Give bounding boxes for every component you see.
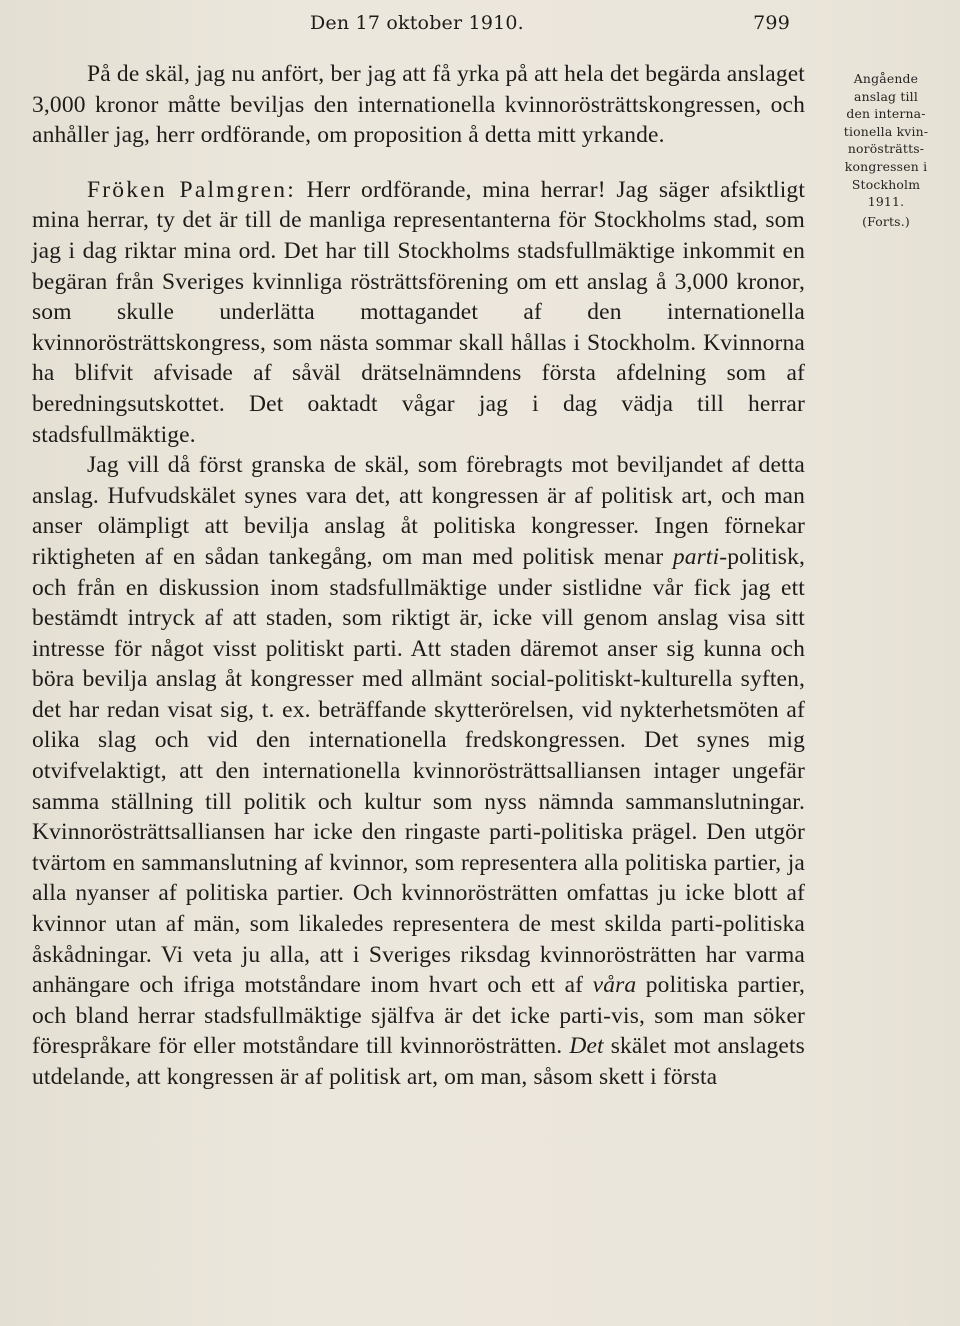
paragraph-3 — [32, 450, 805, 1092]
margin-note-line: Angående — [853, 71, 919, 86]
paragraph-3-text-a: Jag vill då först granska de skäl, som förebragts mot beviljandet af detta anslag. Hufvudskälet synes vara det, att kongressen är af politisk art, och man anser olämpligt att bevilja anslag åt politiska kongresser. Ingen förnekar riktigheten af en sådan tankegång, om man med politisk menar — [32, 452, 805, 570]
margin-note-line: anslag till — [853, 88, 918, 104]
paragraph-1: På de skäl, jag nu anfört, ber jag att få yrka på att hela det begärda anslaget 3,000 kronor måtte beviljas den internationella kvinnorösträttskongressen, och anhåller jag, herr ordförande, om proposition å detta mitt yrkande. — [32, 61, 805, 149]
margin-note-line: den interna- — [846, 106, 926, 122]
paragraph-3-text-b: -politisk, och från en diskussion inom stadsfullmäktige under sistlidne vår fick jag ett bestämdt intryck af att staden, som riktigt är, icke vill genom anslag visa sitt intresse för något visst politiskt parti. Att staden däremot anser sig kunna och böra bevilja anslag åt kongresser med allmänt social-politiskt-kulturella syften, det har redan visat sig, t. ex. beträffande skytterörelsen, vid nykterhetsmöten af olika slag och vid den internationella fredskongressen. Det synes mig otvifvelaktigt, att den internationella kvinnorösträttsalliansen intager ungefär samma ställning till politik och kultur som nyss nämnda sammanslutningar. Kvinnorösträttsalliansen har icke den ringaste parti-politiska prägel. Den utgör tvärtom en sammanslutning af kvinnor, som representera alla politiska partier, ja alla nyanser af politiska partier. Och kvinnorösträtten omfattas ju icke blott af kvinnor utan af män, som likaledes representera de mest skilda parti-politiska åskådningar. Vi veta ju alla, att i Sveriges riksdag kvinnorösträtten har varma anhängare och ifriga motståndare inom hvart och ett af — [32, 543, 805, 999]
paragraph-2-text: Herr ordförande, mina herrar! Jag säger afsiktligt mina herrar, ty det är till de manliga representanterna för Stockholms stad, som jag i dag riktar mina ord. Det har till Stockholms stadsfullmäktige inkommit en begäran från Sveriges kvinnliga rösträttsförening om ett anslag å 3,000 kronor, som skulle underlätta mottagandet af den internationella kvinnorösträttskongress, som nästa sommar skall hållas i Stockholm. Kvinnorna ha blifvit afvisade af såväl drätselnämndens första afdelning som af beredningsutskottet. Det oaktadt vågar jag i dag vädja till herrar stadsfullmäktige. — [32, 176, 805, 448]
page-number: 799 — [753, 12, 790, 34]
body-text — [32, 59, 805, 1093]
speaker-name: Fröken Palmgren: — [87, 176, 296, 203]
italic-vara: våra — [592, 972, 637, 999]
paragraph-3-text-c: politiska partier, och bland herrar stadsfullmäktige själfva är det icke parti-vis, som man söker förespråkare för eller motståndare till kvinnorösträtten. — [32, 972, 805, 1060]
margin-note-line: norösträtts- — [847, 141, 925, 157]
margin-note-line: kongressen i — [844, 158, 928, 174]
paragraph-2 — [32, 175, 805, 450]
margin-note — [815, 70, 957, 230]
margin-note-continuation: (Forts.) — [862, 213, 910, 229]
running-header — [310, 12, 810, 42]
paragraph-3-text-d: skälet mot anslagets utdelande, att kongressen är af politisk art, om man, såsom skett i första — [32, 1033, 805, 1090]
margin-note-line: 1911. — [867, 194, 905, 210]
italic-det: Det — [569, 1033, 604, 1060]
margin-note-line: Stockholm — [851, 176, 921, 192]
margin-note-line: tionella kvin- — [843, 123, 929, 139]
italic-parti: parti — [672, 543, 720, 570]
header-date: Den 17 oktober 1910. — [310, 12, 524, 34]
